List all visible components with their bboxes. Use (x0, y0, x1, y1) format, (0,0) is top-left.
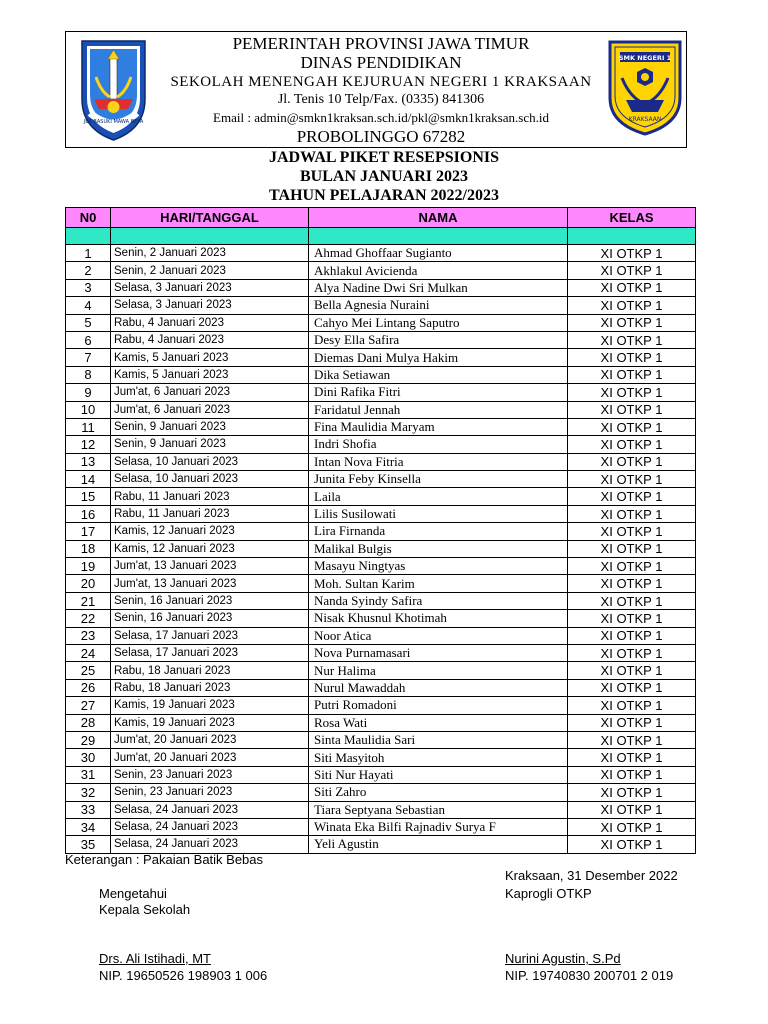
row-class: XI OTKP 1 (568, 558, 696, 575)
row-date: Rabu, 4 Januari 2023 (111, 314, 309, 331)
row-date: Senin, 9 Januari 2023 (111, 418, 309, 435)
table-row (66, 262, 696, 279)
row-name: Akhlakul Avicienda (309, 262, 568, 279)
row-number: 29 (66, 731, 111, 748)
row-date: Kamis, 12 Januari 2023 (111, 523, 309, 540)
schedule-table (65, 207, 696, 854)
row-class: XI OTKP 1 (568, 279, 696, 296)
row-date: Senin, 16 Januari 2023 (111, 592, 309, 609)
school-address: Jl. Tenis 10 Telp/Fax. (0335) 841306 (277, 92, 485, 107)
table-row (66, 488, 696, 505)
row-class: XI OTKP 1 (568, 714, 696, 731)
row-class: XI OTKP 1 (568, 488, 696, 505)
row-date: Kamis, 19 Januari 2023 (111, 697, 309, 714)
row-name: Nisak Khusnul Khotimah (309, 610, 568, 627)
row-date: Kamis, 19 Januari 2023 (111, 714, 309, 731)
row-number: 27 (66, 697, 111, 714)
row-class: XI OTKP 1 (568, 314, 696, 331)
row-date: Selasa, 3 Januari 2023 (111, 297, 309, 314)
row-number: 1 (66, 245, 111, 262)
row-date: Jum'at, 13 Januari 2023 (111, 575, 309, 592)
svg-text:SMK NEGERI 1: SMK NEGERI 1 (618, 54, 672, 62)
signer-right-nip: NIP. 19740830 200701 2 019 (505, 968, 674, 983)
letterhead-text (161, 34, 601, 147)
table-row (66, 575, 696, 592)
column-header-date: HARI/TANGGAL (111, 208, 309, 228)
column-header-class: KELAS (568, 208, 696, 228)
signer-left-name: Drs. Ali Istihadi, MT (99, 951, 211, 966)
table-row (66, 592, 696, 609)
row-number: 17 (66, 523, 111, 540)
signer-left-role: Kepala Sekolah (99, 902, 191, 917)
row-class: XI OTKP 1 (568, 818, 696, 835)
row-class: XI OTKP 1 (568, 401, 696, 418)
table-row (66, 366, 696, 383)
row-date: Rabu, 18 Januari 2023 (111, 679, 309, 696)
row-class: XI OTKP 1 (568, 801, 696, 818)
row-number: 18 (66, 540, 111, 557)
table-row (66, 731, 696, 748)
table-row (66, 436, 696, 453)
table-row (66, 766, 696, 783)
row-date: Jum'at, 20 Januari 2023 (111, 749, 309, 766)
table-row (66, 749, 696, 766)
table-row (66, 714, 696, 731)
row-name: Moh. Sultan Karim (309, 575, 568, 592)
row-number: 21 (66, 592, 111, 609)
row-number: 20 (66, 575, 111, 592)
row-class: XI OTKP 1 (568, 784, 696, 801)
table-row (66, 401, 696, 418)
row-number: 32 (66, 784, 111, 801)
title-line-1: JADWAL PIKET RESEPSIONIS (269, 149, 499, 166)
row-number: 16 (66, 505, 111, 522)
row-name: Nurul Mawaddah (309, 679, 568, 696)
row-date: Rabu, 11 Januari 2023 (111, 488, 309, 505)
table-row (66, 784, 696, 801)
row-number: 5 (66, 314, 111, 331)
row-name: Tiara Septyana Sebastian (309, 801, 568, 818)
row-class: XI OTKP 1 (568, 540, 696, 557)
row-date: Rabu, 18 Januari 2023 (111, 662, 309, 679)
row-date: Selasa, 24 Januari 2023 (111, 801, 309, 818)
row-class: XI OTKP 1 (568, 297, 696, 314)
row-class: XI OTKP 1 (568, 610, 696, 627)
row-class: XI OTKP 1 (568, 836, 696, 853)
row-name: Ahmad Ghoffaar Sugianto (309, 245, 568, 262)
title-line-3: TAHUN PELAJARAN 2022/2023 (269, 187, 499, 204)
spacer-cell (111, 228, 309, 245)
row-date: Senin, 9 Januari 2023 (111, 436, 309, 453)
place-date: Kraksaan, 31 Desember 2022 (505, 868, 678, 883)
government-name: PEMERINTAH PROVINSI JAWA TIMUR (232, 34, 530, 53)
row-name: Desy Ella Safira (309, 331, 568, 348)
row-date: Jum'at, 6 Januari 2023 (111, 401, 309, 418)
row-name: Indri Shofia (309, 436, 568, 453)
row-number: 9 (66, 384, 111, 401)
row-class: XI OTKP 1 (568, 245, 696, 262)
row-number: 13 (66, 453, 111, 470)
row-number: 6 (66, 331, 111, 348)
row-number: 26 (66, 679, 111, 696)
row-class: XI OTKP 1 (568, 366, 696, 383)
row-number: 4 (66, 297, 111, 314)
department-name: DINAS PENDIDIKAN (300, 53, 462, 72)
row-number: 30 (66, 749, 111, 766)
row-date: Selasa, 10 Januari 2023 (111, 453, 309, 470)
row-date: Jum'at, 20 Januari 2023 (111, 731, 309, 748)
row-name: Dika Setiawan (309, 366, 568, 383)
svg-text:KRAKSAAN: KRAKSAAN (628, 116, 662, 123)
table-row (66, 245, 696, 262)
row-name: Nur Halima (309, 662, 568, 679)
row-name: Yeli Agustin (309, 836, 568, 853)
document-title (190, 148, 578, 205)
row-date: Kamis, 5 Januari 2023 (111, 366, 309, 383)
table-row (66, 314, 696, 331)
table-row (66, 349, 696, 366)
row-number: 28 (66, 714, 111, 731)
row-name: Sinta Maulidia Sari (309, 731, 568, 748)
table-row (66, 471, 696, 488)
table-row (66, 279, 696, 296)
row-name: Intan Nova Fitria (309, 453, 568, 470)
row-name: Nova Purnamasari (309, 644, 568, 661)
row-date: Jum'at, 6 Januari 2023 (111, 384, 309, 401)
row-number: 11 (66, 418, 111, 435)
row-class: XI OTKP 1 (568, 662, 696, 679)
row-class: XI OTKP 1 (568, 592, 696, 609)
row-name: Putri Romadoni (309, 697, 568, 714)
row-name: Cahyo Mei Lintang Saputro (309, 314, 568, 331)
table-row (66, 679, 696, 696)
row-number: 10 (66, 401, 111, 418)
row-number: 22 (66, 610, 111, 627)
row-name: Siti Masyitoh (309, 749, 568, 766)
row-class: XI OTKP 1 (568, 749, 696, 766)
spacer-cell (309, 228, 568, 245)
signer-right-name: Nurini Agustin, S.Pd (505, 951, 621, 966)
table-row (66, 384, 696, 401)
signer-left-label: Mengetahui (99, 886, 167, 901)
row-date: Selasa, 24 Januari 2023 (111, 818, 309, 835)
school-name: SEKOLAH MENENGAH KEJURUAN NEGERI 1 KRAKSAAN (170, 74, 592, 90)
school-city: PROBOLINGGO 67282 (296, 127, 466, 146)
row-number: 2 (66, 262, 111, 279)
table-row (66, 453, 696, 470)
row-class: XI OTKP 1 (568, 697, 696, 714)
row-class: XI OTKP 1 (568, 505, 696, 522)
row-date: Selasa, 10 Januari 2023 (111, 471, 309, 488)
row-number: 25 (66, 662, 111, 679)
row-class: XI OTKP 1 (568, 644, 696, 661)
row-class: XI OTKP 1 (568, 627, 696, 644)
row-number: 15 (66, 488, 111, 505)
row-class: XI OTKP 1 (568, 523, 696, 540)
row-name: Lilis Susilowati (309, 505, 568, 522)
row-class: XI OTKP 1 (568, 384, 696, 401)
row-date: Selasa, 17 Januari 2023 (111, 627, 309, 644)
spacer-cell (568, 228, 696, 245)
row-date: Selasa, 17 Januari 2023 (111, 644, 309, 661)
row-name: Junita Feby Kinsella (309, 471, 568, 488)
east-java-crest-logo (76, 37, 151, 142)
row-date: Senin, 23 Januari 2023 (111, 766, 309, 783)
school-email: Email : admin@smkn1kraksan.sch.id/pkl@smkn1kraksan.sch.id (213, 110, 549, 125)
row-number: 31 (66, 766, 111, 783)
spacer-cell (66, 228, 111, 245)
table-row (66, 644, 696, 661)
row-class: XI OTKP 1 (568, 575, 696, 592)
column-header-no: N0 (66, 208, 111, 228)
row-name: Siti Zahro (309, 784, 568, 801)
row-class: XI OTKP 1 (568, 679, 696, 696)
row-date: Senin, 23 Januari 2023 (111, 784, 309, 801)
row-date: Senin, 2 Januari 2023 (111, 262, 309, 279)
row-date: Senin, 2 Januari 2023 (111, 245, 309, 262)
table-row (66, 627, 696, 644)
row-number: 23 (66, 627, 111, 644)
row-date: Kamis, 12 Januari 2023 (111, 540, 309, 557)
row-name: Winata Eka Bilfi Rajnadiv Surya F (309, 818, 568, 835)
table-row (66, 331, 696, 348)
table-row (66, 523, 696, 540)
table-spacer-row (66, 228, 696, 245)
school-logo (606, 38, 684, 136)
row-class: XI OTKP 1 (568, 731, 696, 748)
row-name: Nanda Syindy Safira (309, 592, 568, 609)
table-row (66, 818, 696, 835)
row-class: XI OTKP 1 (568, 436, 696, 453)
table-row (66, 662, 696, 679)
table-row (66, 801, 696, 818)
row-class: XI OTKP 1 (568, 471, 696, 488)
row-number: 8 (66, 366, 111, 383)
row-name: Faridatul Jennah (309, 401, 568, 418)
row-name: Lira Firnanda (309, 523, 568, 540)
row-class: XI OTKP 1 (568, 331, 696, 348)
row-name: Rosa Wati (309, 714, 568, 731)
row-name: Fina Maulidia Maryam (309, 418, 568, 435)
row-number: 35 (66, 836, 111, 853)
svg-text:JER BASUKI MAWA BEYA: JER BASUKI MAWA BEYA (83, 119, 144, 125)
table-row (66, 297, 696, 314)
table-header-row (66, 208, 696, 228)
row-number: 33 (66, 801, 111, 818)
row-name: Siti Nur Hayati (309, 766, 568, 783)
row-date: Selasa, 3 Januari 2023 (111, 279, 309, 296)
row-class: XI OTKP 1 (568, 262, 696, 279)
table-row (66, 540, 696, 557)
row-number: 14 (66, 471, 111, 488)
row-number: 12 (66, 436, 111, 453)
row-class: XI OTKP 1 (568, 453, 696, 470)
row-class: XI OTKP 1 (568, 349, 696, 366)
row-name: Laila (309, 488, 568, 505)
row-date: Rabu, 11 Januari 2023 (111, 505, 309, 522)
row-date: Jum'at, 13 Januari 2023 (111, 558, 309, 575)
row-class: XI OTKP 1 (568, 418, 696, 435)
row-name: Noor Atica (309, 627, 568, 644)
table-row (66, 697, 696, 714)
row-class: XI OTKP 1 (568, 766, 696, 783)
signer-left-nip: NIP. 19650526 198903 1 006 (99, 968, 268, 983)
table-row (66, 505, 696, 522)
title-line-2: BULAN JANUARI 2023 (299, 168, 468, 185)
row-date: Senin, 16 Januari 2023 (111, 610, 309, 627)
table-row (66, 558, 696, 575)
row-name: Bella Agnesia Nuraini (309, 297, 568, 314)
row-number: 19 (66, 558, 111, 575)
table-body (66, 228, 696, 854)
row-name: Alya Nadine Dwi Sri Mulkan (309, 279, 568, 296)
row-name: Malikal Bulgis (309, 540, 568, 557)
table-row (66, 418, 696, 435)
row-number: 3 (66, 279, 111, 296)
row-number: 34 (66, 818, 111, 835)
dress-code-note: Keterangan : Pakaian Batik Bebas (65, 852, 264, 867)
letterhead (65, 31, 687, 148)
row-number: 24 (66, 644, 111, 661)
row-date: Rabu, 4 Januari 2023 (111, 331, 309, 348)
row-date: Kamis, 5 Januari 2023 (111, 349, 309, 366)
signer-right-role: Kaprogli OTKP (505, 886, 592, 901)
row-name: Masayu Ningtyas (309, 558, 568, 575)
column-header-name: NAMA (309, 208, 568, 228)
row-date: Selasa, 24 Januari 2023 (111, 836, 309, 853)
row-number: 7 (66, 349, 111, 366)
row-name: Diemas Dani Mulya Hakim (309, 349, 568, 366)
row-name: Dini Rafika Fitri (309, 384, 568, 401)
table-row (66, 610, 696, 627)
